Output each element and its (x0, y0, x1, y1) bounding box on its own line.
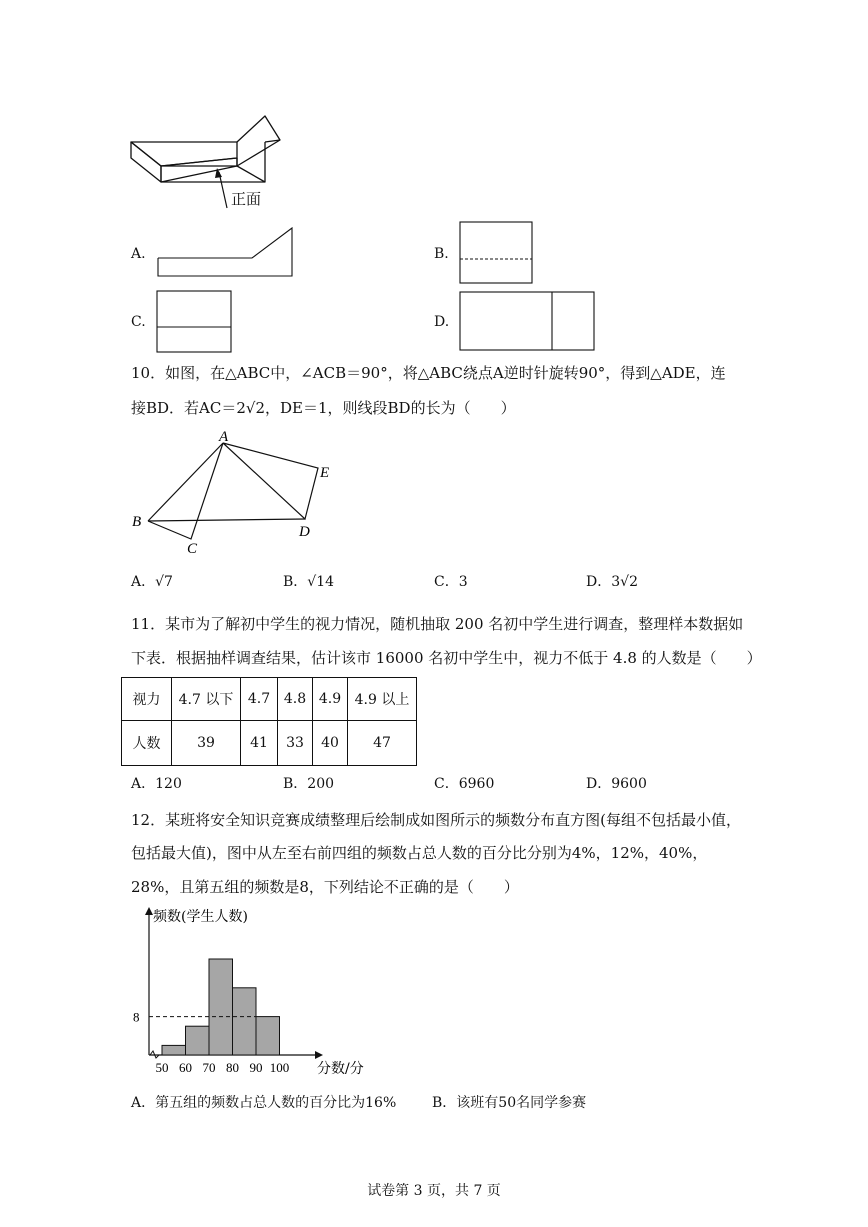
y-axis-label: 频数(学生人数) (153, 909, 248, 925)
q12-option-b[interactable]: B．该班有50名同学参赛 (432, 1095, 587, 1111)
table-cell: 人数 (122, 721, 172, 766)
q10-stem-line2: 接BD．若AC＝2√2，DE＝1，则线段BD的长为（ ） (131, 399, 516, 417)
q12-option-a[interactable]: A．第五组的频数占总人数的百分比为16% (131, 1095, 397, 1111)
x-tick-label: 60 (179, 1060, 192, 1075)
x-tick-label: 90 (249, 1060, 263, 1075)
table-cell: 4.7 (241, 678, 278, 721)
q11-option-b[interactable]: B．200 (283, 776, 335, 792)
histogram-bar (162, 1045, 186, 1055)
q11-option-d[interactable]: D．9600 (586, 776, 647, 792)
table-cell: 39 (172, 721, 241, 766)
q10-option-b[interactable]: B．√14 (283, 574, 335, 590)
q10-stem-line1: 10．如图，在△ABC中，∠ACB＝90°，将△ABC绕点A逆时针旋转90°，得到△ADE，连 (131, 364, 726, 382)
table-row (122, 721, 417, 766)
table-cell: 47 (348, 721, 417, 766)
q11-stem-line2: 下表．根据抽样调查结果，估计该市 16000 名初中学生中，视力不低于 4.8 的人数是（ ） (131, 649, 762, 667)
histogram-bar (209, 959, 233, 1055)
table-cell: 40 (313, 721, 348, 766)
table-row (122, 678, 417, 721)
y-tick-label: 8 (133, 1009, 140, 1025)
vision-table (121, 677, 417, 766)
x-tick-label: 70 (202, 1060, 216, 1075)
q9-option-c[interactable]: C. (131, 314, 146, 330)
q9-option-c-figure (156, 290, 234, 354)
q11-stem-line1: 11．某市为了解初中学生的视力情况，随机抽取 200 名初中学生进行调查，整理样本数据如 (131, 615, 744, 633)
q9-option-d-figure (459, 291, 597, 353)
table-cell: 4.9 以上 (348, 678, 417, 721)
x-axis-label: 分数/分 (317, 1061, 364, 1077)
q11-option-c[interactable]: C．6960 (434, 776, 495, 792)
table-cell: 4.8 (278, 678, 313, 721)
q9-option-a-figure (156, 226, 296, 280)
q12-stem-line1: 12．某班将安全知识竞赛成绩整理后绘制成如图所示的频数分布直方图(每组不包括最小值， (131, 811, 741, 829)
table-cell: 4.9 (313, 678, 348, 721)
q10-option-c[interactable]: C．3 (434, 574, 468, 590)
x-axis-arrow (315, 1051, 323, 1059)
q10-triangle-figure (125, 425, 345, 560)
point-label-c: C (187, 541, 198, 557)
q9-option-b-figure (459, 221, 535, 285)
histogram-bar (186, 1026, 210, 1055)
q11-option-a[interactable]: A．120 (131, 776, 182, 792)
q12-stem-line2: 包括最大值)，图中从左至右前四组的频数占总人数的百分比分别为4%，12%，40%， (131, 844, 708, 862)
table-cell: 4.7 以下 (172, 678, 241, 721)
point-label-d: D (299, 524, 310, 540)
frequency-histogram (125, 905, 375, 1080)
x-tick-label: 50 (155, 1060, 169, 1075)
x-tick-label: 100 (269, 1060, 290, 1075)
x-tick-label: 80 (226, 1060, 239, 1075)
table-cell: 33 (278, 721, 313, 766)
point-label-e: E (320, 465, 330, 481)
histogram-bar (256, 1017, 280, 1055)
q10-option-d[interactable]: D．3√2 (586, 574, 638, 590)
front-label: 正面 (231, 190, 262, 208)
histogram-bar (233, 988, 257, 1055)
q12-stem-line3: 28%，且第五组的频数是8，下列结论不正确的是（ ） (131, 878, 519, 896)
q10-option-a[interactable]: A．√7 (131, 574, 173, 590)
q9-option-d[interactable]: D. (434, 314, 450, 330)
point-label-b: B (132, 514, 142, 530)
y-axis-arrow (145, 907, 153, 915)
q9-option-a[interactable]: A. (131, 246, 146, 262)
q9-option-b[interactable]: B. (434, 246, 449, 262)
point-label-a: A (219, 429, 229, 445)
table-cell: 41 (241, 721, 278, 766)
page-footer: 试卷第 3 页，共 7 页 (367, 1183, 501, 1199)
table-cell: 视力 (122, 678, 172, 721)
